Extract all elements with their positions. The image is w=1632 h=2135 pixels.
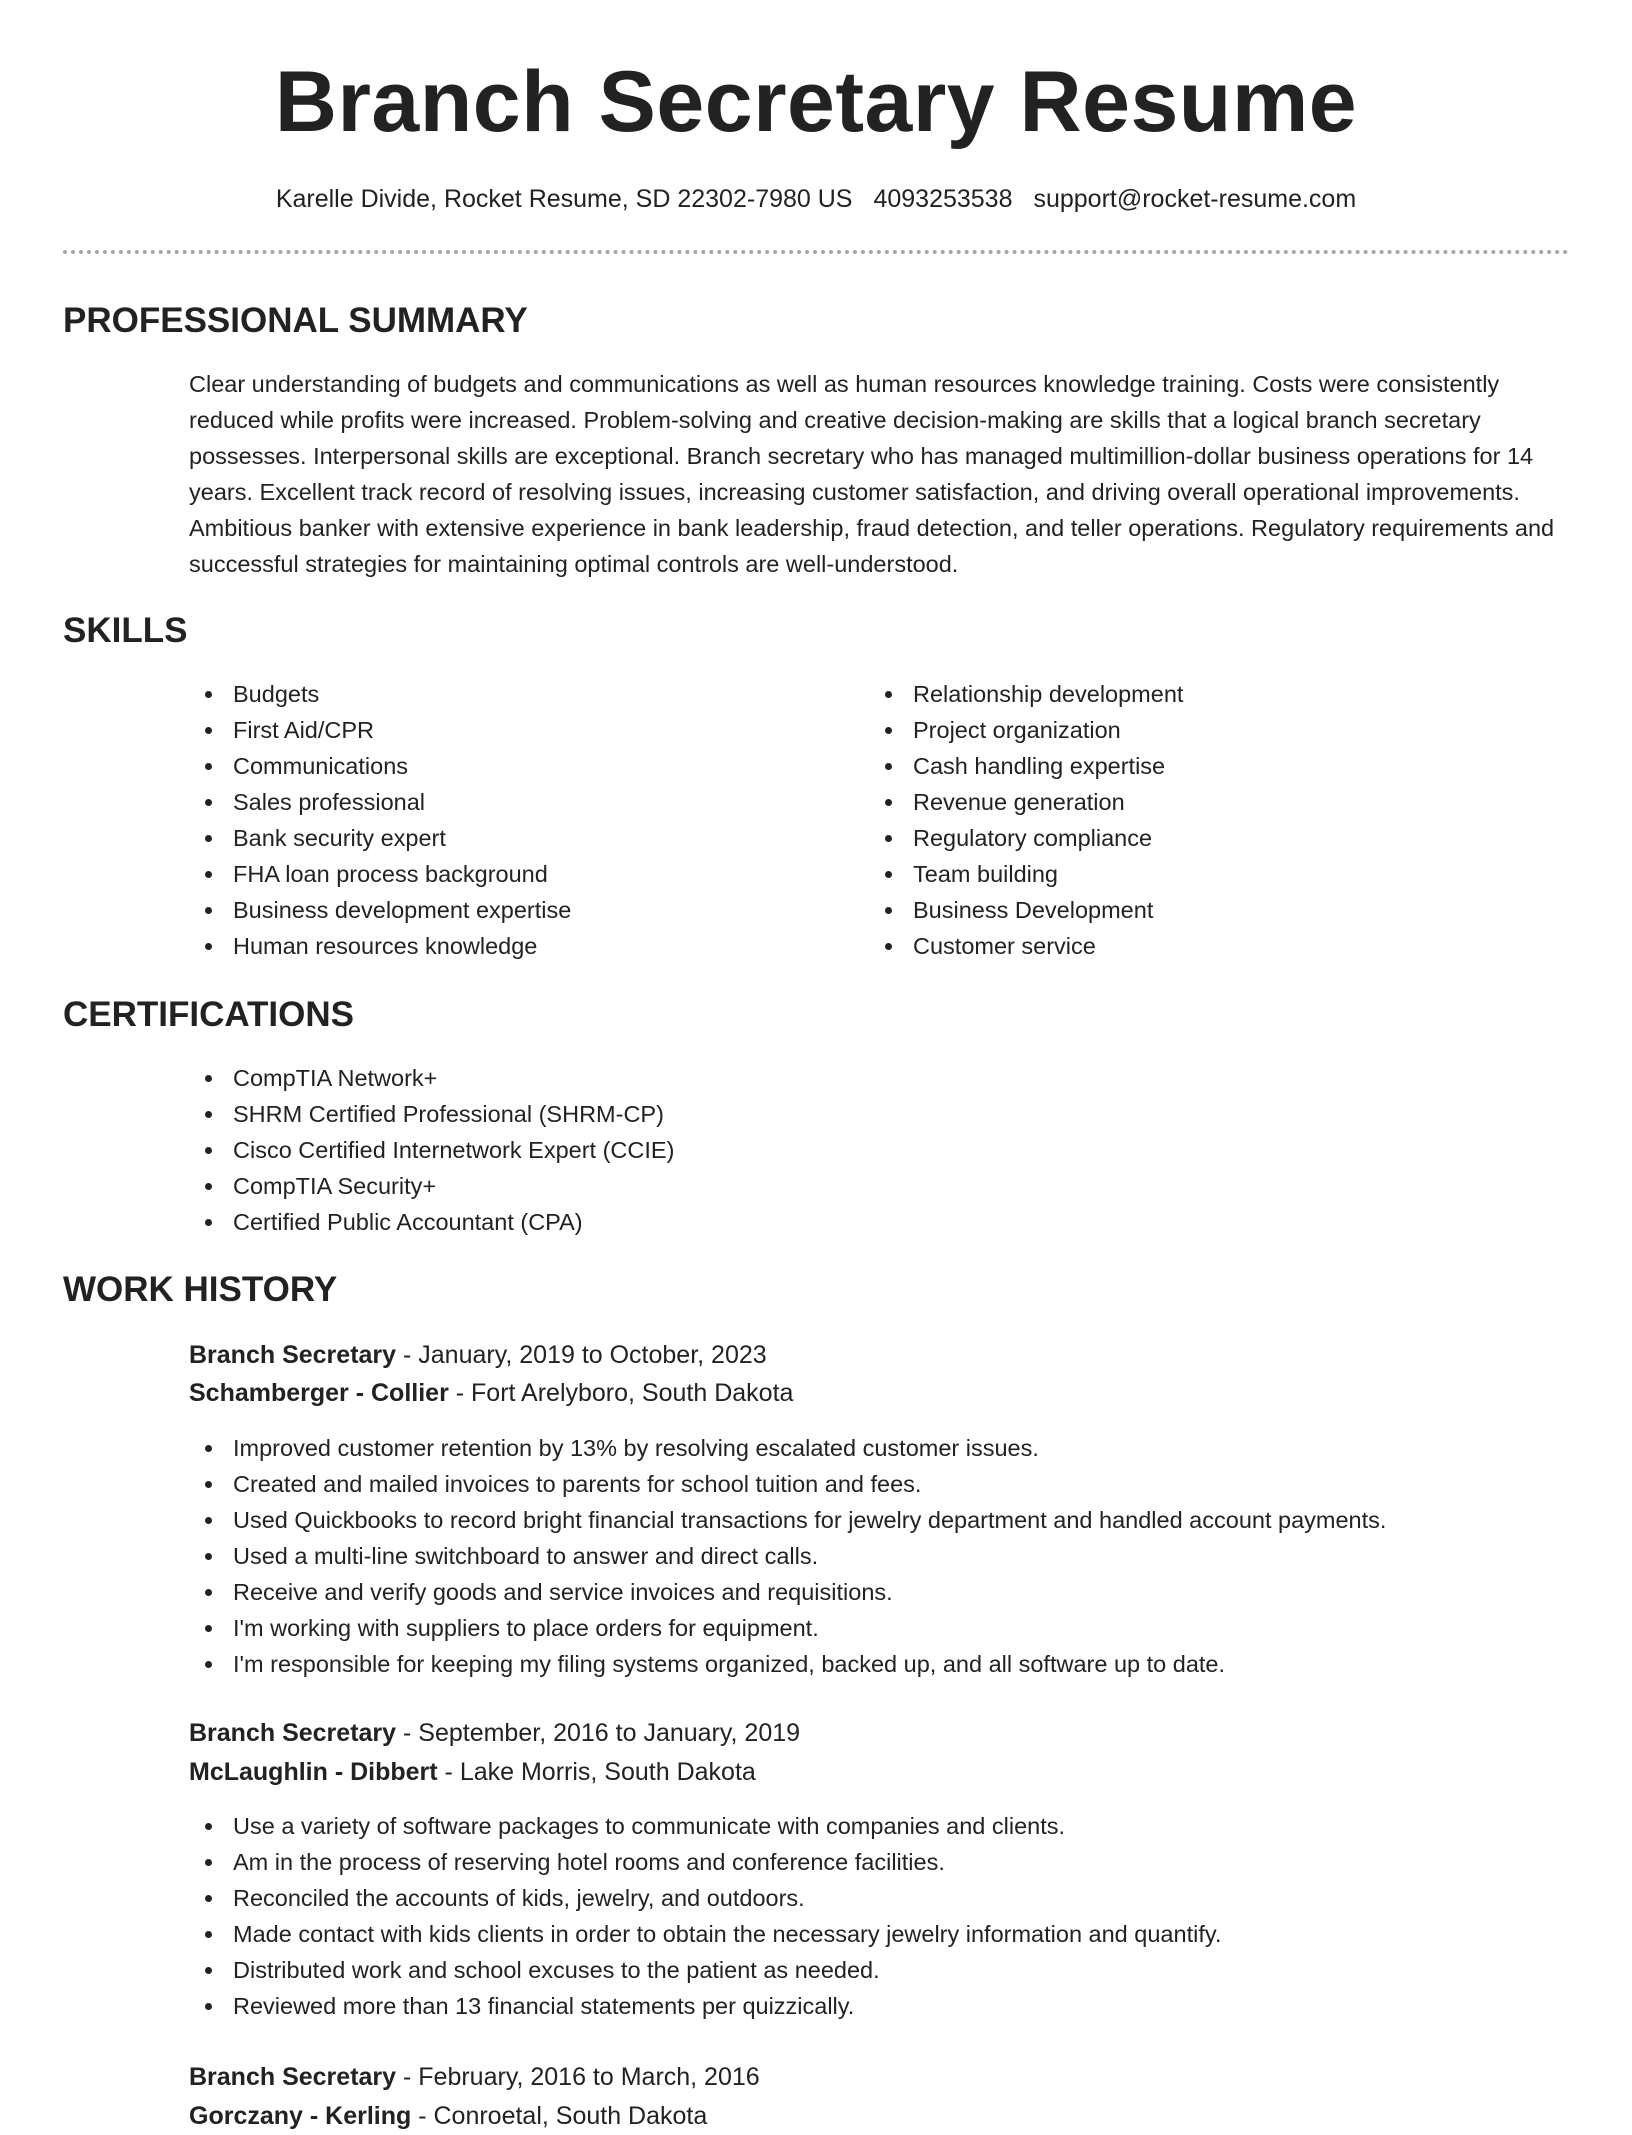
list-item: First Aid/CPR (189, 712, 571, 748)
job-title-line (189, 1714, 800, 1752)
job-location: - Fort Arelyboro, South Dakota (448, 1379, 794, 1407)
contact-phone: 4093253538 (873, 185, 1013, 213)
job-bullets (189, 1430, 1386, 1682)
job-title-line (189, 1336, 767, 1374)
contact-email: support@rocket-resume.com (1033, 185, 1357, 213)
list-item: Distributed work and school excuses to the patient as needed. (189, 1952, 1221, 1988)
work-history-heading: WORK HISTORY (63, 1270, 338, 1309)
job-location: - Lake Morris, South Dakota (437, 1758, 756, 1786)
job-company-line (189, 1374, 793, 1412)
job-dates: - February, 2016 to March, 2016 (396, 2063, 760, 2091)
job-company: Gorczany - Kerling (189, 2102, 412, 2130)
list-item: Relationship development (869, 676, 1183, 712)
job-company: Schamberger - Collier (189, 1379, 449, 1407)
job-company: McLaughlin - Dibbert (189, 1758, 438, 1786)
job-title: Branch Secretary (189, 2063, 397, 2091)
job-bullets (189, 1808, 1221, 2024)
job-title-line (189, 2058, 760, 2096)
list-item: Am in the process of reserving hotel rooms and conference facilities. (189, 1844, 1221, 1880)
list-item: Bank security expert (189, 820, 571, 856)
list-item: Business development expertise (189, 892, 571, 928)
list-item: Cisco Certified Internetwork Expert (CCIE) (189, 1132, 674, 1168)
list-item: Improved customer retention by 13% by resolving escalated customer issues. (189, 1430, 1386, 1466)
certifications-list (189, 1060, 674, 1240)
skills-list-right (869, 676, 1183, 964)
list-item: CompTIA Security+ (189, 1168, 674, 1204)
list-item: Cash handling expertise (869, 748, 1183, 784)
job-title: Branch Secretary (189, 1719, 397, 1747)
list-item: Used Quickbooks to record bright financial transactions for jewelry department and handled account payments. (189, 1502, 1386, 1538)
list-item: Budgets (189, 676, 571, 712)
list-item: Used a multi-line switchboard to answer and direct calls. (189, 1538, 1386, 1574)
list-item: FHA loan process background (189, 856, 571, 892)
header-divider (63, 250, 1569, 254)
list-item: Made contact with kids clients in order to obtain the necessary jewelry information and quantify. (189, 1916, 1221, 1952)
list-item: Project organization (869, 712, 1183, 748)
list-item: CompTIA Network+ (189, 1060, 674, 1096)
summary-text: Clear understanding of budgets and communications as well as human resources knowledge training. Costs were consistently reduced while profits were increased. Problem-solving and creative decision-making are skills that a logical branch secretary possesses. Interpersonal skills are exceptional. Branch secretary who has managed multimillion-dollar business operations for 14 years. Excellent track record of resolving issues, increasing customer satisfaction, and driving overall operational improvements. Ambitious banker with extensive experience in bank leadership, fraud detection, and teller operations. Regulatory requirements and successful strategies for maintaining optimal controls are well-understood. (189, 371, 1555, 577)
list-item: Sales professional (189, 784, 571, 820)
job-dates: - September, 2016 to January, 2019 (396, 1719, 801, 1747)
summary-heading: PROFESSIONAL SUMMARY (63, 301, 528, 340)
page-title: Branch Secretary Resume (274, 54, 1358, 150)
job-company-line (189, 2097, 707, 2135)
list-item: SHRM Certified Professional (SHRM-CP) (189, 1096, 674, 1132)
list-item: Team building (869, 856, 1183, 892)
skills-list-left (189, 676, 571, 964)
list-item: Revenue generation (869, 784, 1183, 820)
list-item: Created and mailed invoices to parents for school tuition and fees. (189, 1466, 1386, 1502)
list-item: Human resources knowledge (189, 928, 571, 964)
list-item: Business Development (869, 892, 1183, 928)
list-item: Customer service (869, 928, 1183, 964)
job-dates: - January, 2019 to October, 2023 (396, 1341, 767, 1369)
list-item: Receive and verify goods and service invoices and requisitions. (189, 1574, 1386, 1610)
contact-address: Karelle Divide, Rocket Resume, SD 22302-7980 US (275, 185, 853, 213)
list-item: Regulatory compliance (869, 820, 1183, 856)
list-item: Use a variety of software packages to communicate with companies and clients. (189, 1808, 1221, 1844)
contact-line (0, 182, 1632, 216)
certifications-heading: CERTIFICATIONS (63, 995, 355, 1034)
list-item: Communications (189, 748, 571, 784)
job-company-line (189, 1753, 756, 1791)
list-item: I'm working with suppliers to place orders for equipment. (189, 1610, 1386, 1646)
job-location: - Conroetal, South Dakota (411, 2102, 708, 2130)
list-item: Certified Public Accountant (CPA) (189, 1204, 674, 1240)
skills-heading: SKILLS (63, 611, 188, 650)
list-item: Reviewed more than 13 financial statements per quizzically. (189, 1988, 1221, 2024)
job-title: Branch Secretary (189, 1341, 397, 1369)
list-item: Reconciled the accounts of kids, jewelry, and outdoors. (189, 1880, 1221, 1916)
list-item: I'm responsible for keeping my filing systems organized, backed up, and all software up to date. (189, 1646, 1386, 1682)
